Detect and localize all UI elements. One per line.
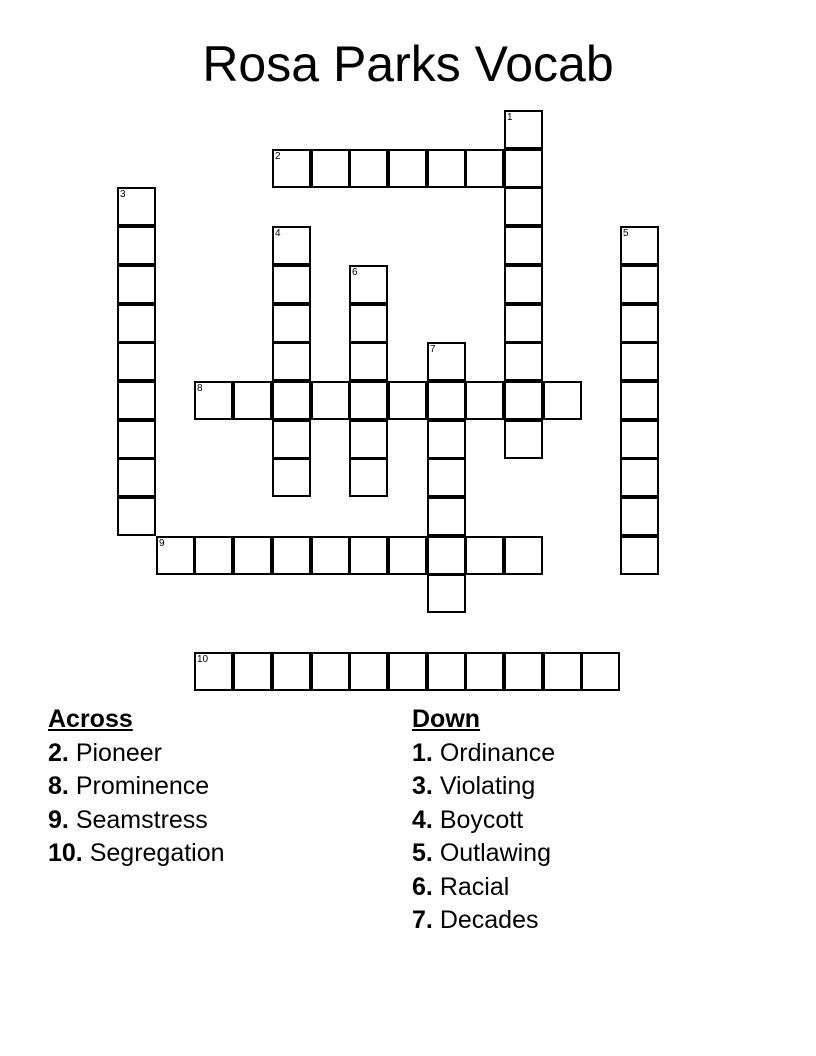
- crossword-cell[interactable]: [504, 342, 543, 381]
- crossword-cell[interactable]: [272, 342, 311, 381]
- crossword-cell[interactable]: [427, 420, 466, 459]
- crossword-cell[interactable]: [427, 342, 466, 381]
- crossword-cell[interactable]: [117, 497, 156, 536]
- clue-down-3: [412, 770, 555, 804]
- crossword-cell[interactable]: [311, 536, 350, 575]
- clue-text: Pioneer: [75, 738, 162, 767]
- clue-down-7: [412, 904, 555, 938]
- crossword-cell[interactable]: [620, 342, 659, 381]
- clue-number: 9.: [48, 805, 69, 834]
- crossword-cell[interactable]: [388, 652, 427, 691]
- crossword-cell[interactable]: [272, 458, 311, 497]
- crossword-cell[interactable]: [272, 149, 311, 188]
- page-title: Rosa Parks Vocab: [202, 36, 614, 92]
- crossword-cell[interactable]: [349, 381, 388, 420]
- crossword-cell[interactable]: [504, 226, 543, 265]
- crossword-cell[interactable]: [427, 497, 466, 536]
- clue-across-8: [48, 770, 225, 804]
- cell-number: 8: [197, 383, 203, 394]
- clue-text: Violating: [439, 772, 536, 800]
- crossword-cell[interactable]: [117, 420, 156, 459]
- crossword-cell[interactable]: [349, 304, 388, 343]
- crossword-cell[interactable]: [504, 536, 543, 575]
- crossword-cell[interactable]: [427, 536, 466, 575]
- down-heading: Down: [412, 705, 481, 733]
- crossword-cell[interactable]: [465, 149, 504, 188]
- clue-down-1: [412, 737, 555, 771]
- crossword-cell[interactable]: [465, 381, 504, 420]
- clue-text: Boycott: [439, 805, 524, 834]
- crossword-cell[interactable]: [620, 458, 659, 497]
- crossword-cell[interactable]: [117, 381, 156, 420]
- clue-text: Decades: [439, 906, 539, 934]
- crossword-cell[interactable]: [620, 536, 659, 575]
- crossword-cell[interactable]: [272, 381, 311, 420]
- crossword-cell[interactable]: [349, 536, 388, 575]
- crossword-cell[interactable]: [117, 265, 156, 304]
- clue-across-2: [48, 737, 225, 771]
- crossword-cell[interactable]: [504, 149, 543, 188]
- crossword-cell[interactable]: [504, 265, 543, 304]
- crossword-cell[interactable]: [427, 458, 466, 497]
- crossword-cell[interactable]: [272, 652, 311, 691]
- crossword-cell[interactable]: [117, 342, 156, 381]
- clue-number: 6.: [412, 872, 433, 901]
- crossword-cell[interactable]: [427, 149, 466, 188]
- clue-number: 10.: [48, 839, 83, 867]
- crossword-cell[interactable]: [117, 187, 156, 226]
- crossword-cell[interactable]: [504, 420, 543, 459]
- cell-number: 2: [275, 151, 281, 162]
- crossword-cell[interactable]: [233, 536, 272, 575]
- clue-down-4: [412, 804, 555, 838]
- across-clues: [48, 703, 225, 871]
- crossword-cell[interactable]: [272, 536, 311, 575]
- crossword-cell[interactable]: [272, 226, 311, 265]
- cell-number: 7: [430, 344, 436, 355]
- crossword-cell[interactable]: [620, 381, 659, 420]
- clue-across-9: [48, 804, 225, 838]
- crossword-cell[interactable]: [620, 265, 659, 304]
- clue-down-6: [412, 871, 555, 905]
- crossword-cell[interactable]: [349, 265, 388, 304]
- clue-number: 4.: [412, 805, 433, 834]
- clue-number: 7.: [412, 906, 433, 934]
- crossword-cell[interactable]: [427, 574, 466, 613]
- clue-text: Prominence: [75, 772, 210, 800]
- crossword-cell[interactable]: [388, 149, 427, 188]
- crossword-cell[interactable]: [349, 420, 388, 459]
- crossword-cell[interactable]: [504, 381, 543, 420]
- clue-text: Racial: [439, 872, 510, 901]
- cell-number: 5: [623, 228, 629, 239]
- crossword-cell[interactable]: [504, 304, 543, 343]
- crossword-cell[interactable]: [504, 652, 543, 691]
- crossword-cell[interactable]: [620, 497, 659, 536]
- crossword-cell[interactable]: [194, 381, 233, 420]
- clue-number: 1.: [412, 738, 433, 767]
- crossword-cell[interactable]: [543, 381, 582, 420]
- crossword-cell[interactable]: [349, 652, 388, 691]
- clue-number: 2.: [48, 738, 69, 767]
- cell-number: 4: [275, 228, 281, 239]
- cell-number: 10: [197, 654, 209, 665]
- crossword-cell[interactable]: [349, 149, 388, 188]
- crossword-cell[interactable]: [465, 536, 504, 575]
- crossword-cell[interactable]: [465, 652, 504, 691]
- crossword-cell[interactable]: [194, 536, 233, 575]
- crossword-cell[interactable]: [620, 420, 659, 459]
- cell-number: 1: [507, 112, 513, 123]
- crossword-cell[interactable]: [233, 652, 272, 691]
- cell-number: 6: [352, 267, 358, 278]
- crossword-cell[interactable]: [194, 652, 233, 691]
- clue-number: 5.: [412, 839, 433, 867]
- clue-text: Outlawing: [439, 839, 551, 867]
- crossword-cell[interactable]: [504, 110, 543, 149]
- clue-number: 8.: [48, 772, 69, 800]
- clue-across-10: [48, 837, 225, 871]
- crossword-cell[interactable]: [388, 536, 427, 575]
- crossword-cell[interactable]: [388, 381, 427, 420]
- across-heading: Across: [48, 705, 133, 733]
- crossword-cell[interactable]: [117, 304, 156, 343]
- crossword-cell[interactable]: [581, 652, 620, 691]
- clue-text: Seamstress: [75, 805, 208, 834]
- crossword-cell[interactable]: [272, 265, 311, 304]
- crossword-cell[interactable]: [504, 187, 543, 226]
- crossword-cell[interactable]: [349, 458, 388, 497]
- crossword-cell[interactable]: [311, 381, 350, 420]
- down-clues: [412, 703, 555, 938]
- clue-number: 3.: [412, 772, 433, 800]
- crossword-cell[interactable]: [156, 536, 195, 575]
- clue-down-5: [412, 837, 555, 871]
- crossword-cell[interactable]: [427, 652, 466, 691]
- crossword-cell[interactable]: [620, 226, 659, 265]
- clue-text: Segregation: [89, 839, 225, 867]
- cell-number: 9: [159, 538, 165, 549]
- crossword-cell[interactable]: [427, 381, 466, 420]
- crossword-cell[interactable]: [543, 652, 582, 691]
- crossword-cell[interactable]: [349, 342, 388, 381]
- crossword-cell[interactable]: [272, 304, 311, 343]
- cell-number: 3: [120, 189, 126, 200]
- crossword-cell[interactable]: [620, 304, 659, 343]
- crossword-cell[interactable]: [311, 149, 350, 188]
- crossword-cell[interactable]: [117, 458, 156, 497]
- crossword-cell[interactable]: [311, 652, 350, 691]
- crossword-cell[interactable]: [117, 226, 156, 265]
- crossword-cell[interactable]: [233, 381, 272, 420]
- clue-text: Ordinance: [439, 738, 556, 767]
- crossword-cell[interactable]: [272, 420, 311, 459]
